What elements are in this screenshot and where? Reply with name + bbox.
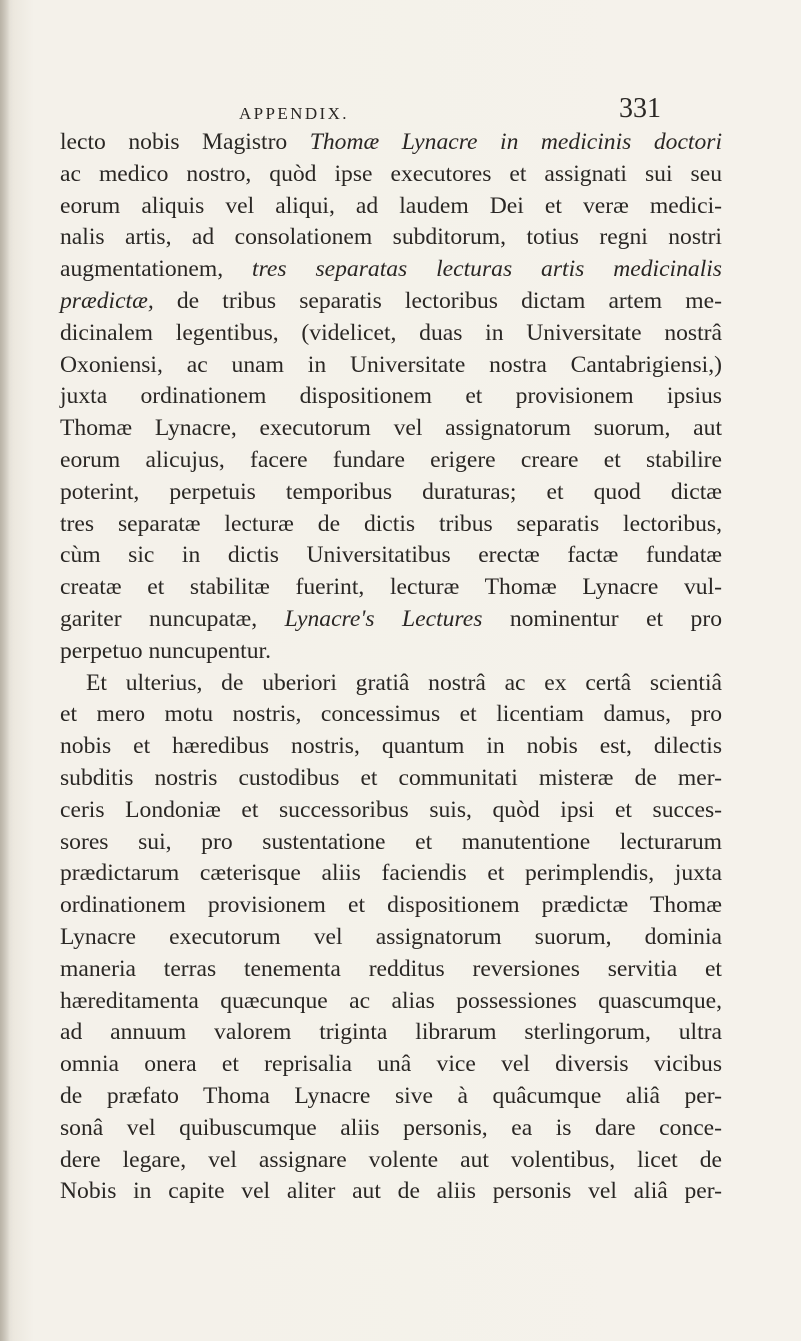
text-line-segment: dere legare, vel assignare volente aut volentibus, licet de [60,1146,722,1173]
text-line-segment: sores sui, pro sustentatione et manutentione lecturarum [60,828,722,855]
text-line [60,636,722,668]
text-line [60,159,722,191]
body-text [60,127,722,1208]
text-line-segment: juxta ordinationem dispositionem et provisionem ipsius [60,383,722,410]
italic-phrase: tres separatas lecturas artis medicinalis [252,256,722,283]
text-line [60,731,722,763]
text-line-segment: ad annuum valorem triginta librarum sterlingorum, ultra [60,1019,722,1046]
text-line-segment: tres separatæ lecturæ de dictis tribus separatis lectoribus, [60,510,722,537]
text-line [60,572,722,604]
text-line-segment: lecto nobis Magistro [60,129,310,155]
text-line-segment: ac medico nostro, quòd ipse executores et assignati sui seu [60,160,722,187]
text-line-segment: eorum aliquis vel aliqui, ad laudem Dei et veræ medici- [60,192,722,219]
text-line [60,445,722,477]
text-line [60,477,722,509]
text-line-segment: perpetuo nuncupentur. [60,637,271,664]
text-line [60,858,722,890]
text-line-segment: cùm sic in dictis Universitatibus erectæ factæ fundatæ [60,542,722,569]
text-line [60,795,722,827]
text-line [60,763,722,795]
text-line [60,1145,722,1177]
text-line [60,827,722,859]
text-line-segment: nobis et hæredibus nostris, quantum in nobis est, dilectis [60,733,722,760]
text-line [60,1176,722,1208]
text-line [60,254,722,286]
text-line-segment: Nobis in capite vel aliter aut de aliis personis vel aliâ per- [60,1178,722,1205]
text-line [60,604,722,636]
text-line [60,954,722,986]
text-line-segment: dicinalem legentibus, (videlicet, duas in Universitate nostrâ [60,319,722,346]
text-line [60,890,722,922]
text-line [60,699,722,731]
text-line [60,1081,722,1113]
text-line [60,1017,722,1049]
text-line-segment: ceris Londoniæ et successoribus suis, quòd ipsi et succes- [60,796,722,823]
text-line-segment: creatæ et stabilitæ fuerint, lecturæ Thomæ Lynacre vul- [60,574,722,601]
text-line-segment: nalis artis, ad consolationem subditorum, totius regni nostri [60,224,722,251]
text-line [60,286,722,318]
text-line [60,222,722,254]
text-line [60,986,722,1018]
binding-shadow [0,0,10,1341]
text-line [60,191,722,223]
text-line-segment: Et ulterius, de uberiori gratiâ nostrâ ac ex certâ scientiâ [86,669,722,696]
text-line [60,127,722,159]
text-line-segment: prædictarum cæterisque aliis faciendis et perimplendis, juxta [60,860,722,887]
text-line-segment: de præfato Thoma Lynacre sive à quâcumque aliâ per- [60,1082,722,1109]
text-line [60,1049,722,1081]
text-line [60,381,722,413]
text-line-segment: Lynacre executorum vel assignatorum suorum, dominia [60,923,722,950]
italic-phrase: prædictæ, [60,287,154,314]
text-line-segment: augmentationem, [60,256,253,283]
text-line-segment: omnia onera et reprisalia unâ vice vel diversis vicibus [60,1051,722,1078]
text-line-segment: eorum alicujus, facere fundare erigere creare et stabilire [60,446,722,473]
text-line-segment: de tribus separatis lectoribus dictam artem me- [153,287,722,314]
text-line-segment: nominentur et pro [482,605,722,632]
text-line [60,509,722,541]
running-head: APPENDIX. [239,104,349,123]
text-line [60,668,722,700]
italic-phrase: Thomæ Lynacre in medicinis doctori [309,129,722,155]
text-line [60,350,722,382]
text-line-segment: Oxoniensi, ac unam in Universitate nostra Cantabrigiensi,) [60,351,722,378]
text-line-segment: gariter nuncupatæ, [60,605,285,632]
text-line-segment: hæreditamenta quæcunque ac alias possessiones quascumque, [60,987,722,1014]
text-line-segment: Thomæ Lynacre, executorum vel assignatorum suorum, aut [60,415,722,442]
text-line [60,413,722,445]
text-line-segment: poterint, perpetuis temporibus duraturas; et quod dictæ [60,478,722,505]
text-line-segment: sonâ vel quibuscumque aliis personis, ea is dare conce- [60,1114,722,1141]
italic-phrase: Lynacre's Lectures [284,605,483,632]
text-line-segment: et mero motu nostris, concessimus et licentiam damus, pro [60,701,722,728]
text-line [60,922,722,954]
page-number: 331 [619,93,661,124]
text-line-segment: maneria terras tenementa redditus reversiones servitia et [60,955,722,982]
text-line-segment: ordinationem provisionem et dispositionem prædictæ Thomæ [60,892,722,919]
text-line-segment: subditis nostris custodibus et communitati misteræ de mer- [60,764,722,791]
text-line [60,1113,722,1145]
text-line [60,540,722,572]
text-line [60,318,722,350]
